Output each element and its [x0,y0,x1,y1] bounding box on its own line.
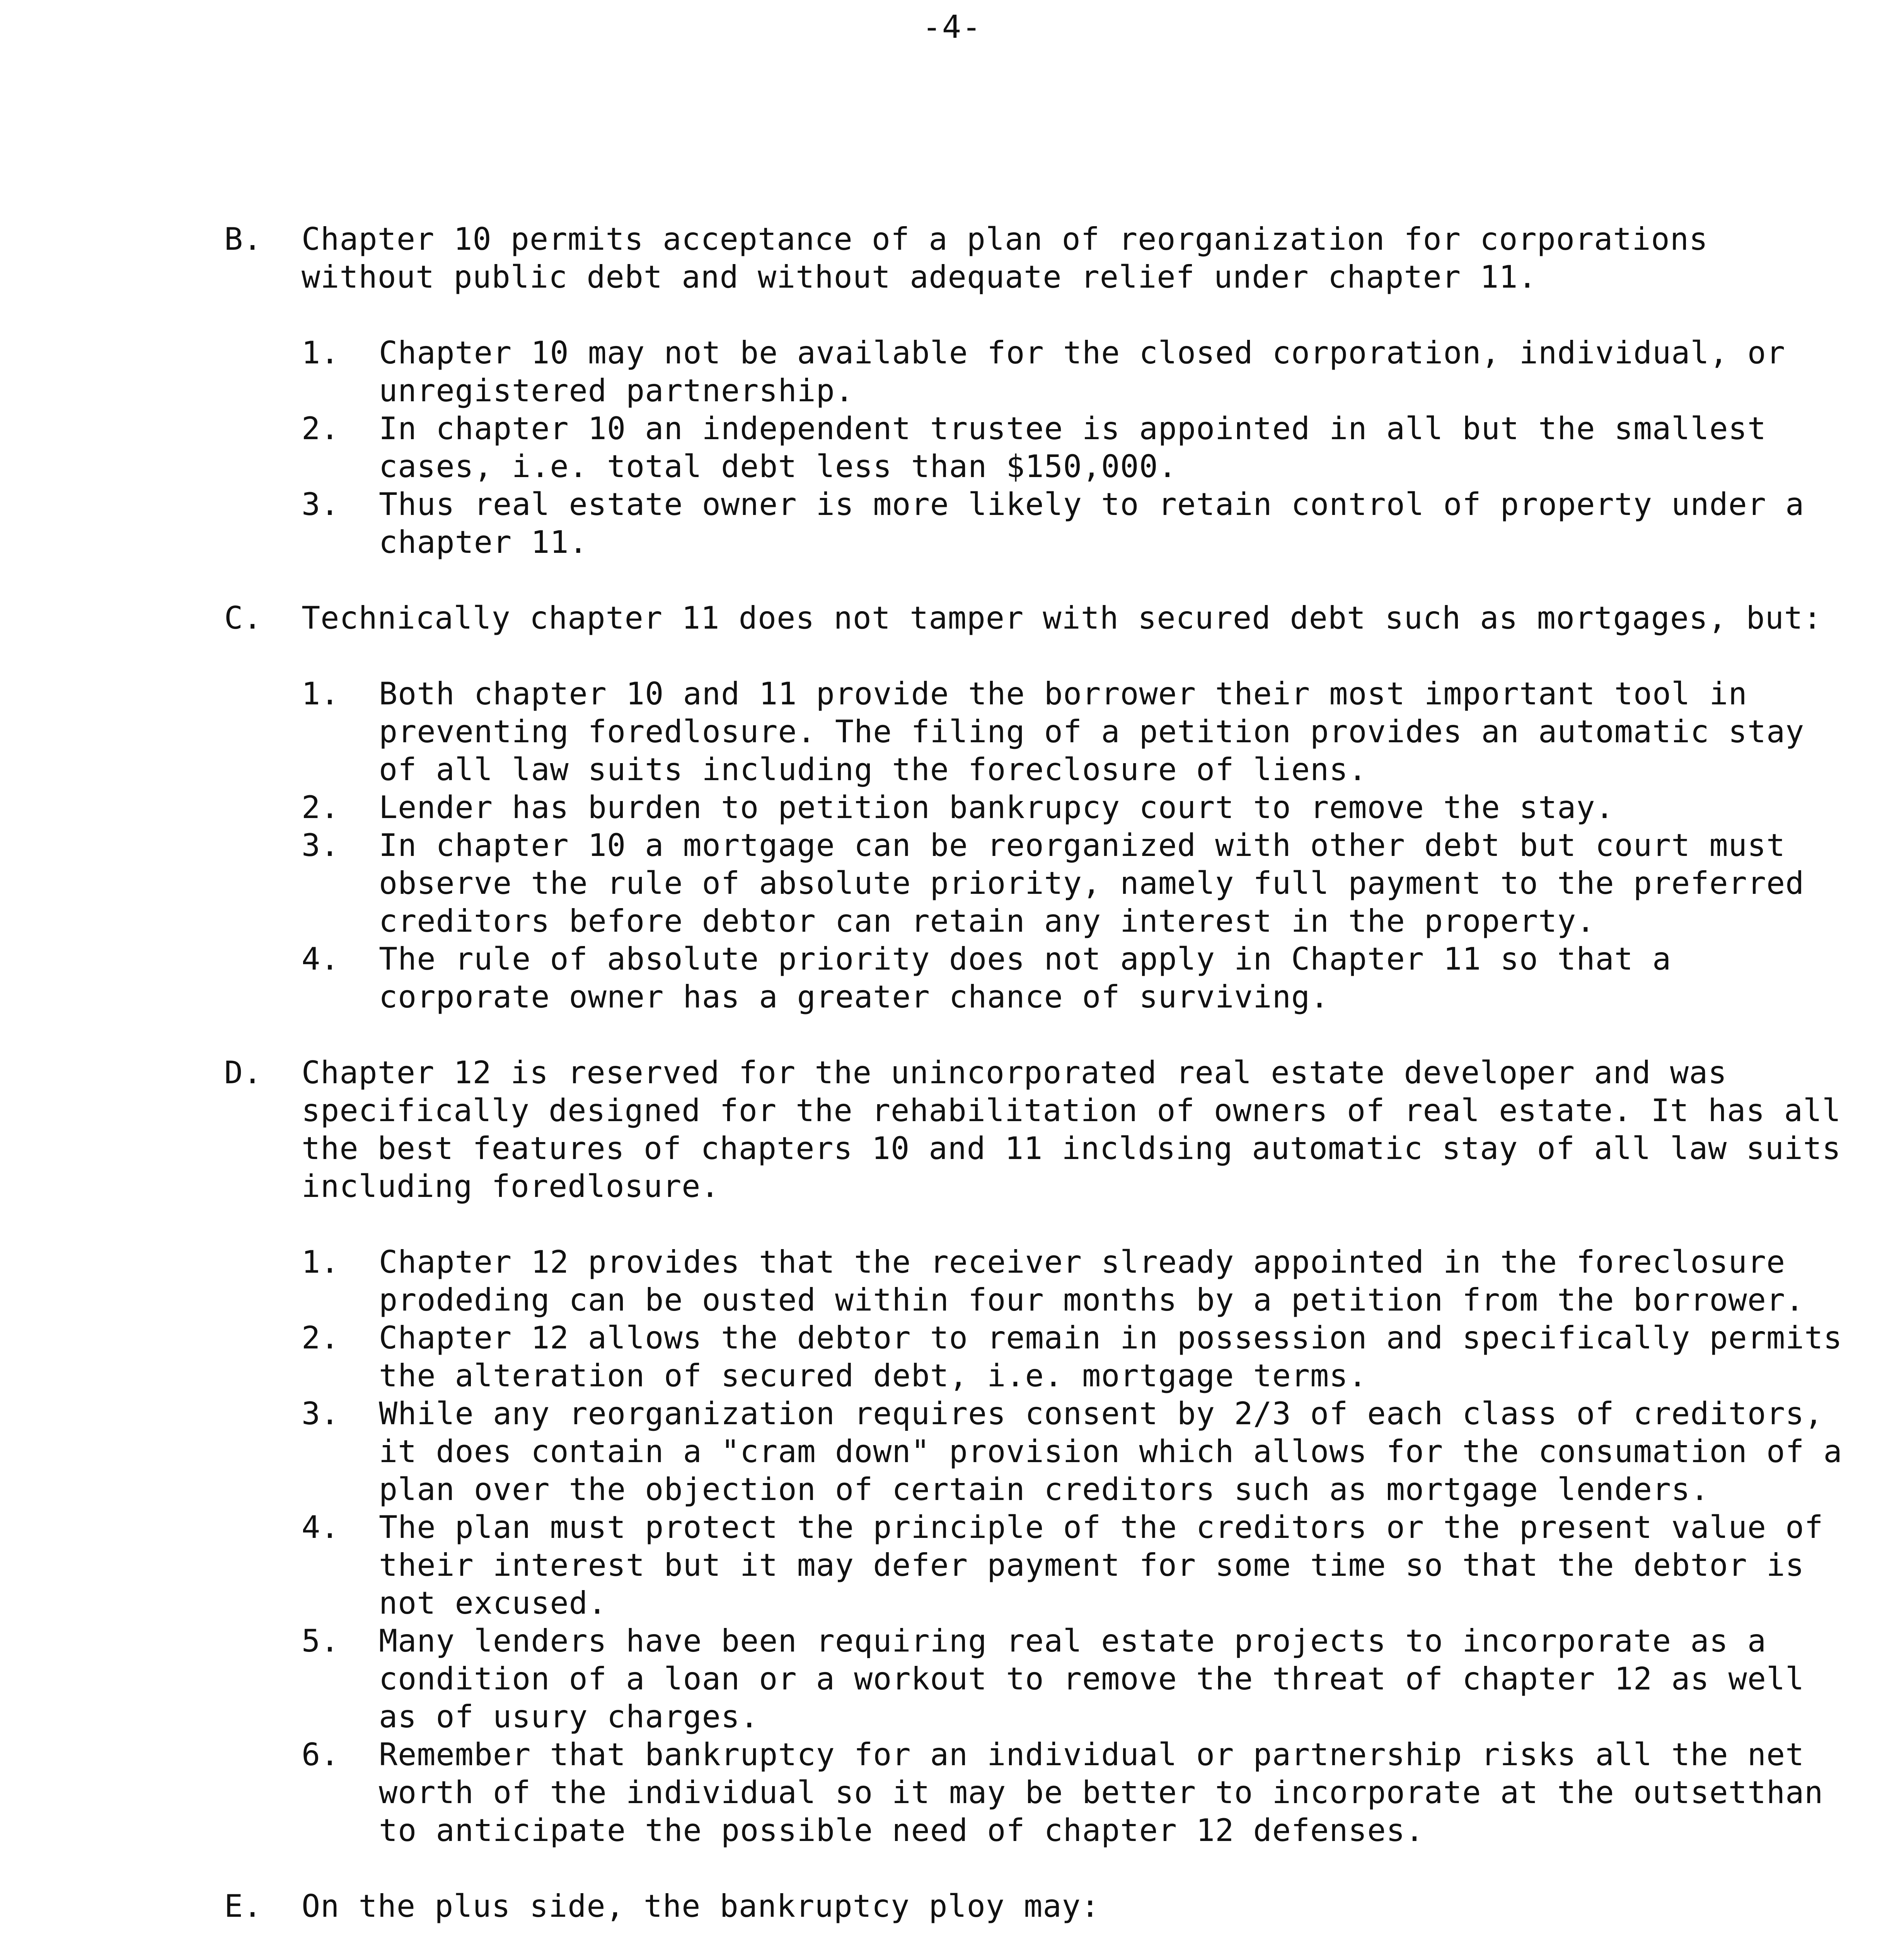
section-letter: E. [224,1888,263,1924]
list-item [302,1319,1856,1395]
list-item [302,675,1856,789]
item-number: 1. [302,335,340,371]
item-number: 3. [302,1396,340,1432]
item-text: The rule of absolute priority does not apply in Chapter 11 so that a corporate owner has a greater chance of surviving. [379,941,1672,1015]
list-item [302,827,1856,940]
list-item [302,940,1856,1016]
item-list [302,1243,1856,1849]
item-number: 2. [302,1320,340,1356]
section-c [224,599,1856,1016]
section-d [224,1054,1856,1849]
item-text: While any reorganization requires consent by 2/3 of each class of creditors, it does contain a "cram down" provision which allows for the consumation of a plan over the objection of certain creditors such as mortgage lenders. [379,1396,1843,1507]
section-text: Chapter 10 permits acceptance of a plan of reorganization for corporations without public debt and without adequate relief under chapter 11. [302,221,1708,295]
item-text: Both chapter 10 and 11 provide the borrower their most important tool in preventing foredlosure. The filing of a petition provides an automatic stay of all law suits including the foreclosure of liens. [379,676,1805,788]
item-text: Chapter 12 allows the debtor to remain in possession and specifically permits the alteration of secured debt, i.e. mortgage terms. [379,1320,1843,1394]
item-number: 2. [302,411,340,447]
item-list [302,675,1856,1016]
item-number: 4. [302,941,340,977]
section-body [302,1054,1856,1849]
item-number: 1. [302,676,340,712]
section-letter: D. [224,1055,263,1091]
item-number: 5. [302,1623,340,1659]
section-body [302,220,1856,561]
section-e [224,1887,1856,1933]
page-number: -4- [922,9,982,46]
list-item [302,1736,1856,1849]
item-text: Chapter 12 provides that the receiver slready appointed in the foreclosure prodeding can be ousted within four months by a petition from the borrower. [379,1244,1805,1318]
section-body [302,1887,1856,1933]
outline-content [224,220,1856,1933]
list-item [302,334,1856,410]
item-text: The plan must protect the principle of the creditors or the present value of their interest but it may defer payment for some time so that the debtor is not excused. [379,1509,1824,1621]
list-item [302,486,1856,561]
section-b [224,220,1856,561]
item-number: 6. [302,1737,340,1773]
item-number: 1. [302,1244,340,1280]
list-item [302,1622,1856,1736]
item-number: 4. [302,1509,340,1545]
item-text: Many lenders have been requiring real estate projects to incorporate as a condition of a loan or a workout to remove the threat of chapter 12 as well as of usury charges. [379,1623,1805,1735]
list-item [302,1509,1856,1622]
list-item [302,410,1856,486]
item-text: Remember that bankruptcy for an individual or partnership risks all the net worth of the individual so it may be better to incorporate at the outsetthan to anticipate the possible need of chapter 12 defenses. [379,1737,1824,1848]
list-item [302,1243,1856,1319]
list-item [302,1395,1856,1509]
list-item [302,789,1856,827]
item-text: In chapter 10 a mortgage can be reorganized with other debt but court must observe the rule of absolute priority, namely full payment to the preferred creditors before debtor can retain any interest in the property. [379,827,1805,939]
item-number: 2. [302,789,340,825]
section-body [302,599,1856,1016]
section-letter: B. [224,221,263,257]
item-text: Thus real estate owner is more likely to retain control of property under a chapter 11. [379,486,1805,560]
item-list [302,334,1856,561]
section-text: Chapter 12 is reserved for the unincorporated real estate developer and was specifically designed for the rehabilitation of owners of real estate. It has all the best features of chapters 10 and 11 incldsing automatic stay of all law suits including foredlosure. [302,1055,1841,1204]
section-letter: C. [224,600,263,636]
item-text: Chapter 10 may not be available for the closed corporation, individual, or unregistered partnership. [379,335,1786,409]
item-number: 3. [302,827,340,863]
section-text: On the plus side, the bankruptcy ploy may: [302,1888,1100,1924]
item-text: In chapter 10 an independent trustee is appointed in all but the smallest cases, i.e. total debt less than $150,000. [379,411,1766,484]
section-text: Technically chapter 11 does not tamper with secured debt such as mortgages, but: [302,600,1822,636]
item-text: Lender has burden to petition bankrupcy court to remove the stay. [379,789,1614,825]
item-number: 3. [302,486,340,522]
